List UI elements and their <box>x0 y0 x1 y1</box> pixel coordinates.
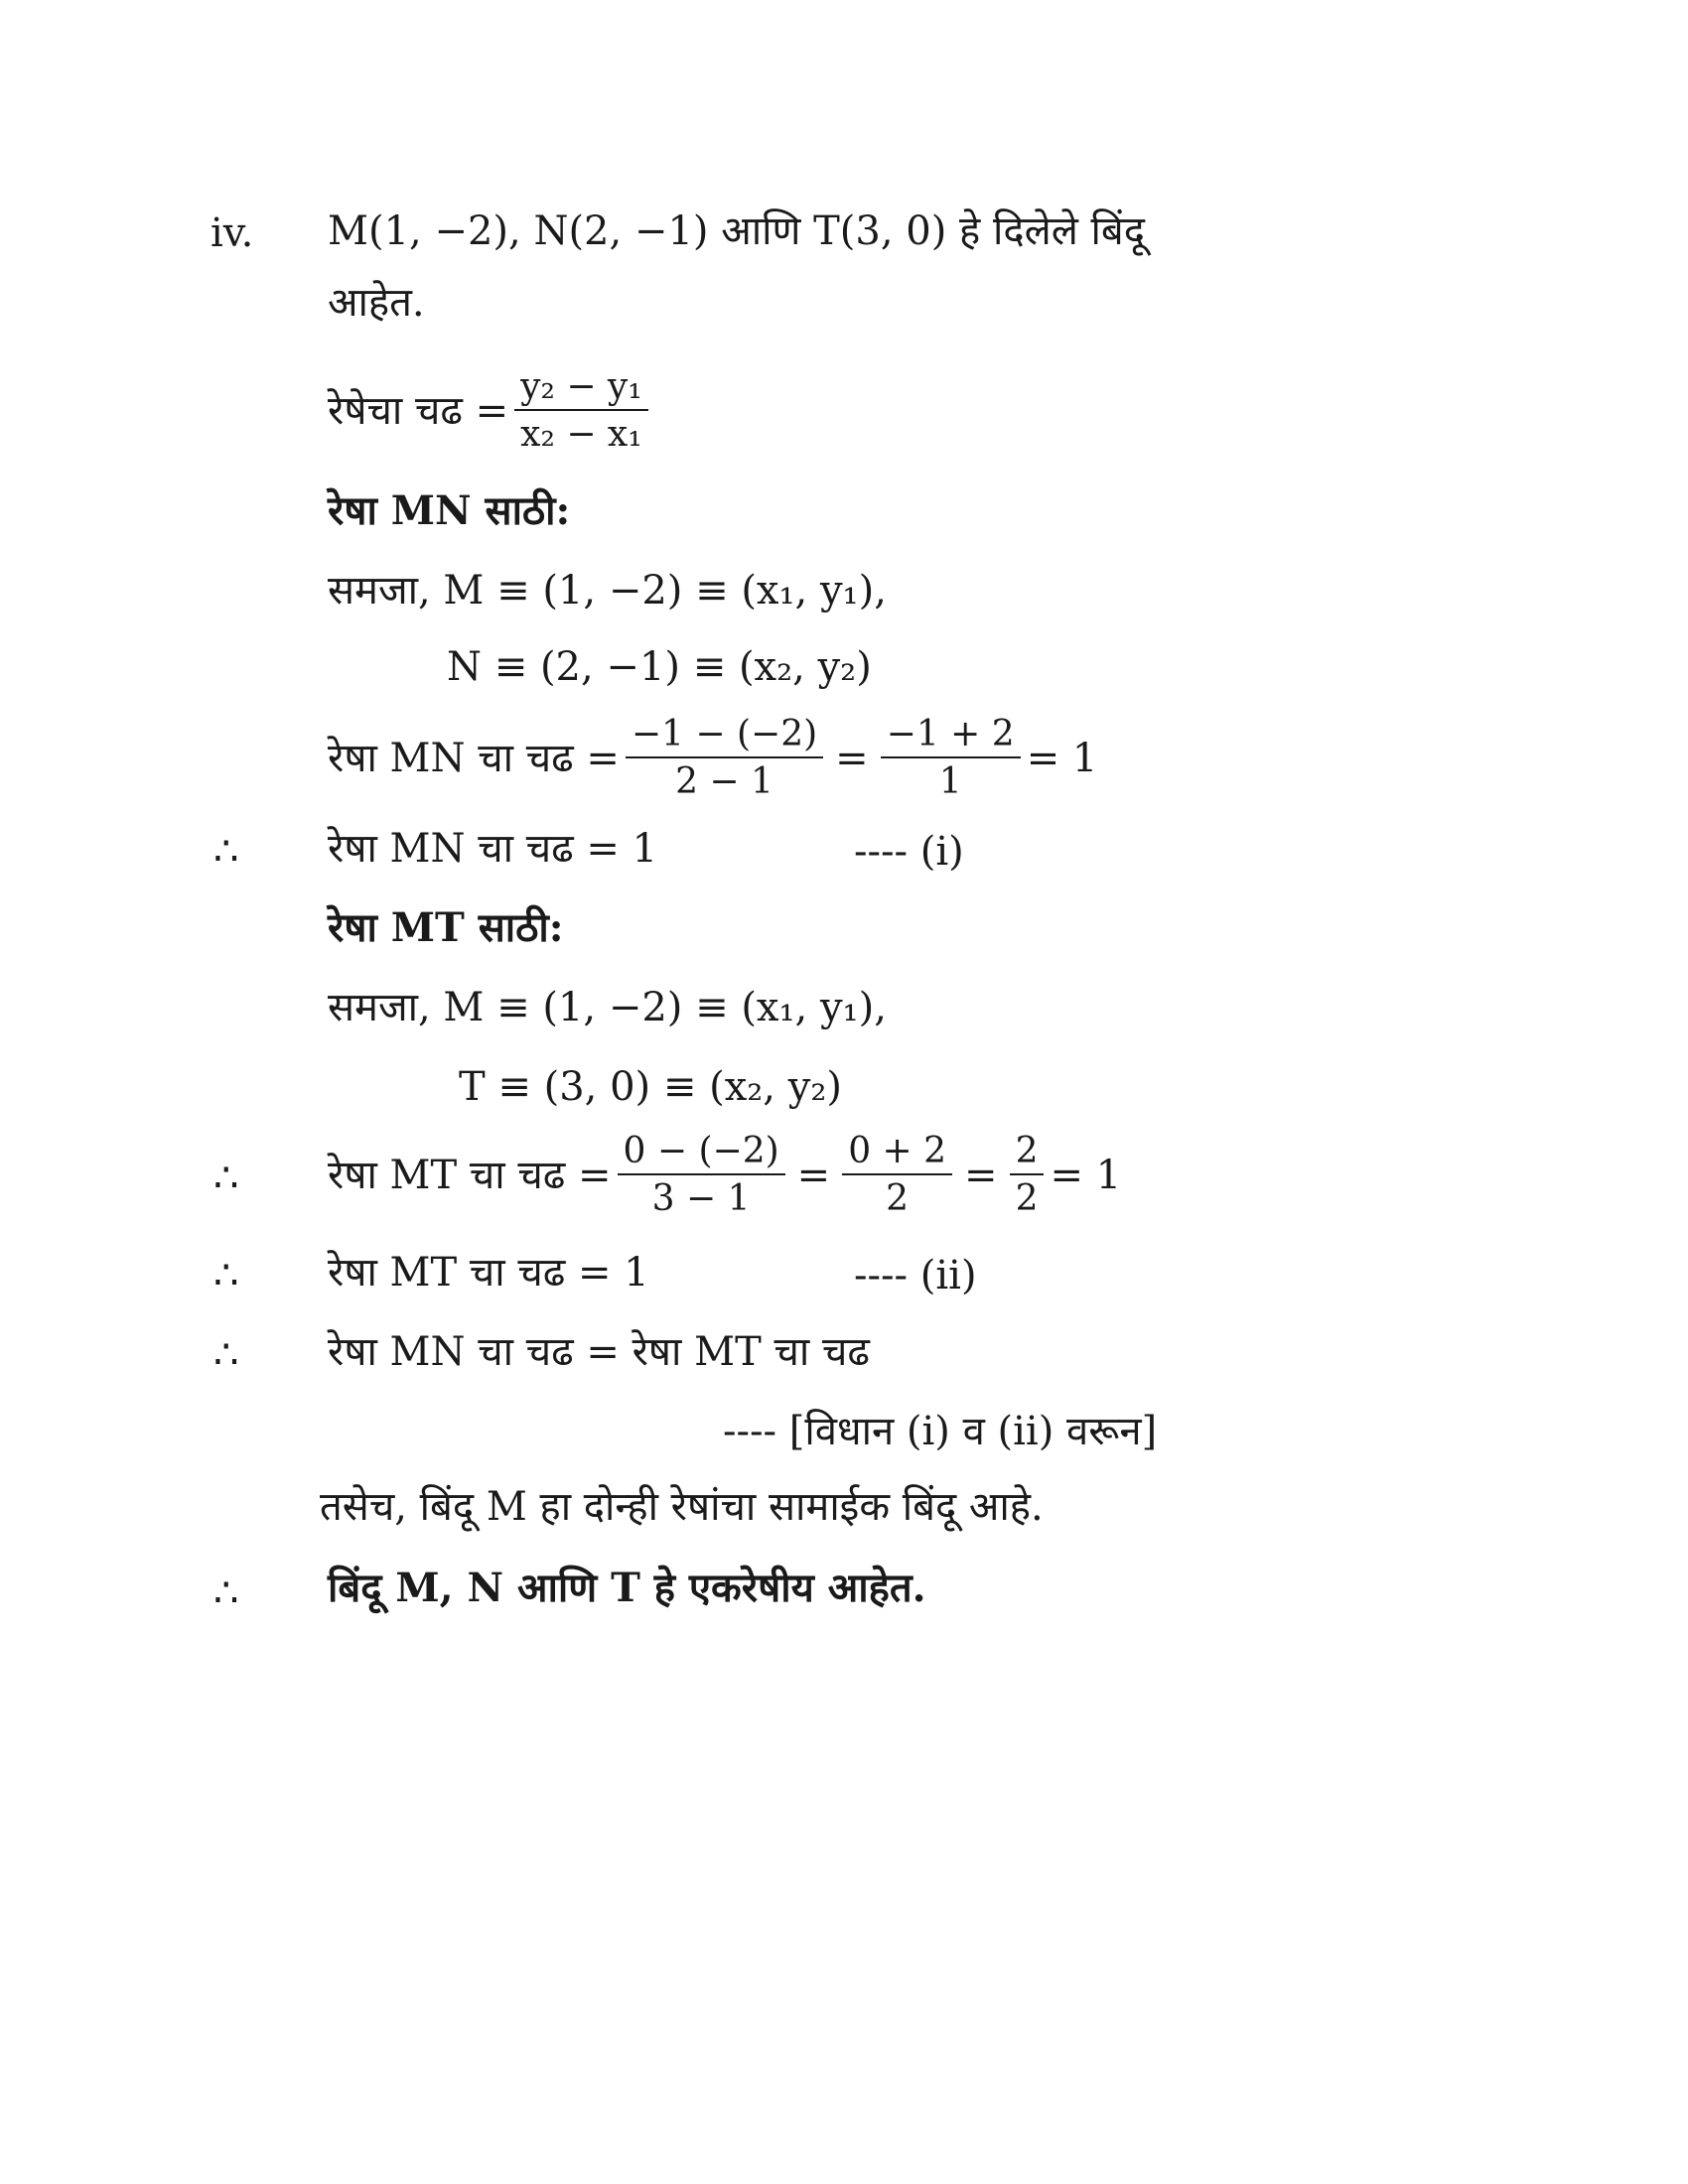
slope-comparison: रेषा MN चा चढ = रेषा MT चा चढ <box>328 1329 870 1375</box>
mt-heading: रेषा MT साठी: <box>328 904 564 951</box>
mt-result: = 1 <box>1050 1153 1122 1198</box>
mn-fraction-1-numerator: −1 − (−2) <box>626 717 823 758</box>
mt-equals-sign-2: = <box>964 1153 998 1198</box>
mt-fraction-1 <box>618 1131 785 1219</box>
mn-let-n: N ≡ (2, −1) ≡ (x₂, y₂) <box>447 644 872 690</box>
mn-conclusion: रेषा MN चा चढ = 1 <box>328 826 658 872</box>
mn-let-m: समजा, M ≡ (1, −2) ≡ (x₁, y₁), <box>328 568 887 614</box>
mn-fraction-1-denominator: 2 − 1 <box>675 761 774 802</box>
mn-fraction-2 <box>881 714 1021 802</box>
mt-fraction-1-denominator: 3 − 1 <box>651 1178 751 1219</box>
mn-heading: रेषा MN साठी: <box>328 487 571 534</box>
mt-calc-label: रेषा MT चा चढ = <box>328 1153 612 1198</box>
mt-slope-calculation <box>328 1131 1122 1219</box>
mt-let-t: T ≡ (3, 0) ≡ (x₂, y₂) <box>459 1064 842 1110</box>
mt-fraction-3-numerator: 2 <box>1010 1134 1045 1175</box>
slope-formula-numerator: y₂ − y₁ <box>514 369 648 411</box>
item-label: iv. <box>211 210 254 256</box>
statement-reference: ---- [विधान (i) व (ii) वरून] <box>723 1409 1158 1454</box>
therefore-symbol: ∴ <box>213 829 239 875</box>
mn-fraction-1 <box>626 714 823 802</box>
mt-fraction-2 <box>842 1131 952 1219</box>
final-conclusion: बिंदू M, N आणि T हे एकरेषीय आहेत. <box>328 1565 926 1611</box>
mn-fraction-2-denominator: 1 <box>938 761 962 802</box>
mn-equals-sign: = <box>835 736 869 781</box>
equation-ref-ii: ---- (ii) <box>854 1253 977 1298</box>
mt-conclusion: रेषा MT चा चढ = 1 <box>328 1250 649 1296</box>
slope-formula-denominator: x₂ − x₁ <box>520 414 642 455</box>
therefore-symbol: ∴ <box>213 1156 239 1201</box>
mn-calc-label: रेषा MN चा चढ = <box>328 736 620 781</box>
mt-fraction-2-numerator: 0 + 2 <box>842 1134 952 1175</box>
mt-fraction-1-numerator: 0 − (−2) <box>618 1134 785 1175</box>
slope-formula-label: रेषेचा चढ = <box>328 388 509 434</box>
mt-fraction-3 <box>1010 1131 1045 1219</box>
therefore-symbol: ∴ <box>213 1570 239 1616</box>
mn-slope-calculation <box>328 714 1098 802</box>
mn-fraction-2-numerator: −1 + 2 <box>881 717 1021 758</box>
mt-fraction-2-denominator: 2 <box>886 1178 910 1219</box>
intro-line-2: आहेत. <box>328 280 425 326</box>
equation-ref-i: ---- (i) <box>854 829 964 875</box>
slope-formula-fraction <box>514 366 648 455</box>
therefore-symbol: ∴ <box>213 1332 239 1378</box>
common-point-statement: तसेच, बिंदू M हा दोन्ही रेषांचा सामाईक बिंदू आहे. <box>320 1484 1044 1530</box>
therefore-symbol: ∴ <box>213 1253 239 1298</box>
mt-let-m: समजा, M ≡ (1, −2) ≡ (x₁, y₁), <box>328 985 887 1030</box>
mt-equals-sign-1: = <box>796 1153 831 1198</box>
slope-formula <box>328 366 654 455</box>
intro-line-1: M(1, −2), N(2, −1) आणि T(3, 0) हे दिलेले बिंदू <box>328 208 1145 254</box>
mt-fraction-3-denominator: 2 <box>1015 1178 1039 1219</box>
mn-result: = 1 <box>1026 736 1098 781</box>
